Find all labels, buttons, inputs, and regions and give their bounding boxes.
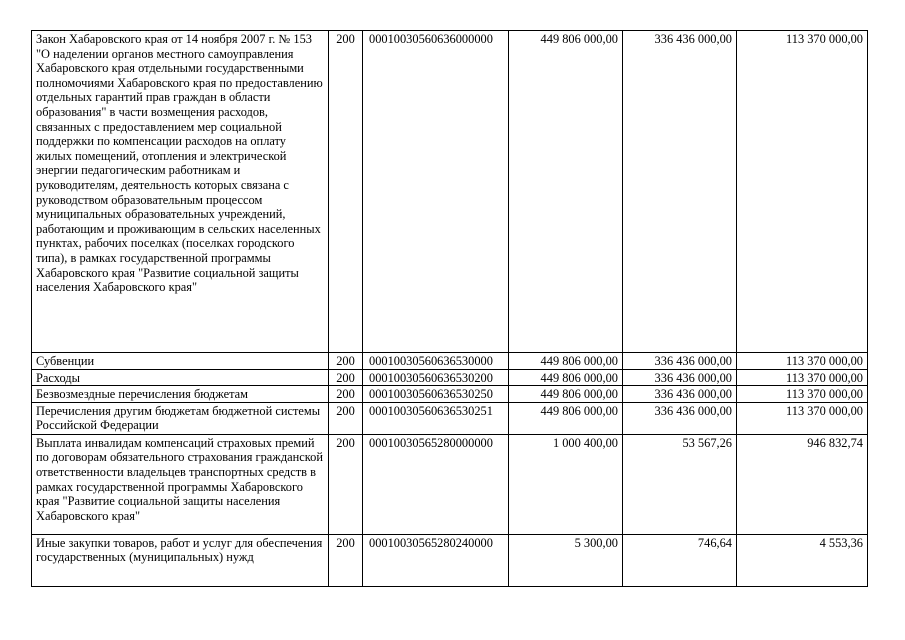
- budget-classification-code-cell: 00010030560636000000: [363, 31, 509, 353]
- executed-amount-cell: 53 567,26: [623, 434, 737, 534]
- table-row: [32, 534, 868, 586]
- approved-amount-cell: 449 806 000,00: [509, 386, 623, 403]
- table-row: [32, 369, 868, 386]
- table-row: [32, 353, 868, 370]
- budget-classification-code-cell: 00010030565280000000: [363, 434, 509, 534]
- budget-classification-code-cell: 00010030560636530251: [363, 402, 509, 434]
- line-code-cell: 200: [329, 31, 363, 353]
- approved-amount-cell: 449 806 000,00: [509, 369, 623, 386]
- budget-execution-table: [31, 30, 868, 587]
- expense-name-cell: Безвозмездные перечисления бюджетам: [32, 386, 329, 403]
- unexecuted-amount-cell: 113 370 000,00: [737, 369, 868, 386]
- approved-amount-cell: 449 806 000,00: [509, 402, 623, 434]
- expense-name-cell: Закон Хабаровского края от 14 ноября 2007 г. № 153 "О наделении органов местного самоуправления Хабаровского края отдельными государственными полномочиями Хабаровского края по предоставлению отдельных гарантий прав граждан в области образования" в части возмещения расходов, связанных с предоставлением мер социальной поддержки по компенсации расходов на оплату жилых помещений, отопления и электрической энергии педагогическим работникам и руководителям, деятельность которых связана с руководством образовательным процессом муниципальных образовательных учреждений, работающим и проживающим в сельских населенных пунктах, рабочих поселках (поселках городского типа), в рамках государственной программы Хабаровского края "Развитие социальной защиты населения Хабаровского края": [32, 31, 329, 353]
- executed-amount-cell: 336 436 000,00: [623, 402, 737, 434]
- executed-amount-cell: 746,64: [623, 534, 737, 586]
- budget-classification-code-cell: 00010030560636530000: [363, 353, 509, 370]
- executed-amount-cell: 336 436 000,00: [623, 386, 737, 403]
- approved-amount-cell: 449 806 000,00: [509, 31, 623, 353]
- budget-classification-code-cell: 00010030565280240000: [363, 534, 509, 586]
- expense-name-cell: Иные закупки товаров, работ и услуг для обеспечения государственных (муниципальных) нужд: [32, 534, 329, 586]
- table-row: [32, 386, 868, 403]
- approved-amount-cell: 1 000 400,00: [509, 434, 623, 534]
- line-code-cell: 200: [329, 534, 363, 586]
- line-code-cell: 200: [329, 386, 363, 403]
- expense-name-cell: Субвенции: [32, 353, 329, 370]
- budget-classification-code-cell: 00010030560636530250: [363, 386, 509, 403]
- unexecuted-amount-cell: 113 370 000,00: [737, 31, 868, 353]
- table-row: [32, 31, 868, 353]
- expense-name-cell: Выплата инвалидам компенсаций страховых премий по договорам обязательного страхования гражданской ответственности владельцев транспортных средств в рамках государственной программы Хабаровского края "Развитие социальной защиты населения Хабаровского края": [32, 434, 329, 534]
- unexecuted-amount-cell: 4 553,36: [737, 534, 868, 586]
- line-code-cell: 200: [329, 369, 363, 386]
- line-code-cell: 200: [329, 402, 363, 434]
- approved-amount-cell: 5 300,00: [509, 534, 623, 586]
- table-row: [32, 402, 868, 434]
- line-code-cell: 200: [329, 353, 363, 370]
- line-code-cell: 200: [329, 434, 363, 534]
- executed-amount-cell: 336 436 000,00: [623, 31, 737, 353]
- unexecuted-amount-cell: 113 370 000,00: [737, 353, 868, 370]
- table-row: [32, 434, 868, 534]
- budget-classification-code-cell: 00010030560636530200: [363, 369, 509, 386]
- executed-amount-cell: 336 436 000,00: [623, 369, 737, 386]
- unexecuted-amount-cell: 113 370 000,00: [737, 402, 868, 434]
- executed-amount-cell: 336 436 000,00: [623, 353, 737, 370]
- expense-name-cell: Перечисления другим бюджетам бюджетной системы Российской Федерации: [32, 402, 329, 434]
- expense-name-cell: Расходы: [32, 369, 329, 386]
- approved-amount-cell: 449 806 000,00: [509, 353, 623, 370]
- unexecuted-amount-cell: 113 370 000,00: [737, 386, 868, 403]
- unexecuted-amount-cell: 946 832,74: [737, 434, 868, 534]
